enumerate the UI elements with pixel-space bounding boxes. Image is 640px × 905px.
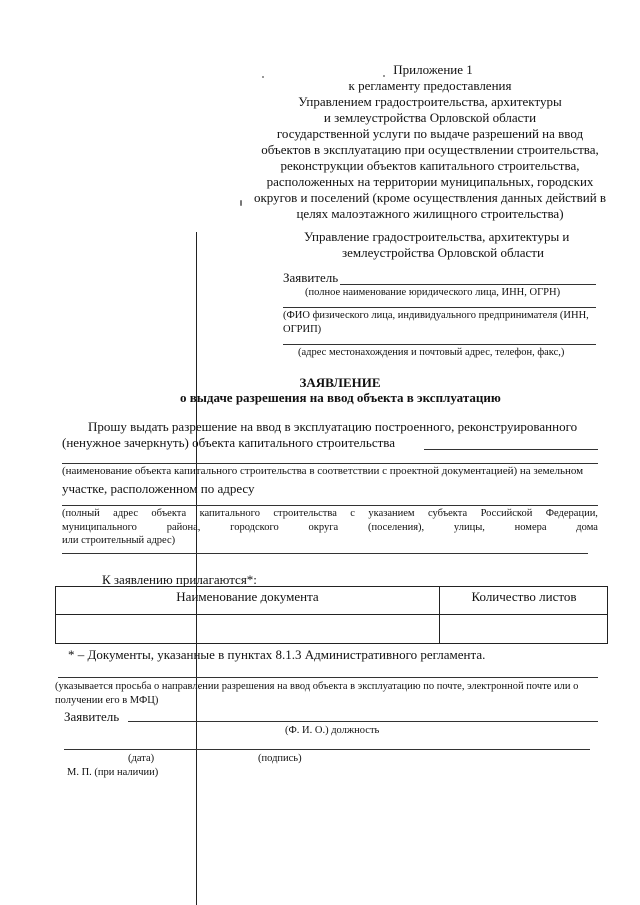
signature-name-hint: (Ф. И. О.) должность — [285, 725, 380, 736]
applicant-field-line[interactable] — [283, 344, 596, 345]
hint-word: с — [350, 508, 355, 519]
table-cell-sheets[interactable] — [440, 615, 607, 643]
attachments-table — [55, 586, 608, 644]
appendix-line: к регламенту предоставления — [348, 78, 512, 93]
delivery-hint: (указывается просьба о направлении разрешения на ввод объекта в эксплуатацию по почте, электронной почте или о — [55, 681, 579, 692]
appendix-line: целях малоэтажного жилищного строительства) — [296, 206, 564, 221]
delivery-hint: получении его в МФЦ) — [55, 695, 159, 706]
hint-word: объекта — [151, 508, 187, 519]
applicant-label: Заявитель — [283, 270, 339, 285]
appendix-line: объектов в эксплуатацию при осуществлении строительства, — [261, 142, 599, 157]
address-hint: или строительный адрес) — [62, 535, 176, 546]
scan-artifact-line — [196, 232, 197, 905]
hint-word: (полный — [62, 508, 100, 519]
table-cell-name[interactable] — [56, 615, 438, 643]
object-hint: (наименование объекта капитального строительства в соответствии с проектной документацией) на земельном — [62, 465, 584, 477]
attachments-footnote: * – Документы, указанные в пунктах 8.1.3 Административного регламента. — [68, 647, 486, 662]
hint-word: дома — [576, 522, 598, 533]
hint-word: муниципального — [62, 522, 137, 533]
hint-word: Федерации, — [545, 508, 598, 519]
statement-subtitle: о выдаче разрешения на ввод объекта в эксплуатацию — [180, 390, 501, 405]
hint-word: (поселения), — [367, 522, 425, 533]
hint-word: округа — [308, 522, 339, 533]
hint-word: адрес — [113, 508, 139, 519]
hint-word: субъекта — [428, 508, 468, 519]
recipient-line: землеустройства Орловской области — [342, 245, 544, 260]
hint-word: строительства — [273, 508, 337, 519]
appendix-line: реконструкции объектов капитального строительства, — [280, 158, 580, 173]
signature-name-line[interactable] — [128, 721, 598, 722]
applicant-field-line[interactable] — [283, 307, 596, 308]
address-field-line[interactable] — [62, 553, 588, 554]
applicant-legal-hint: (полное наименование юридического лица, ИНН, ОГРН) — [305, 287, 561, 298]
plot-line: участке, расположенном по адресу — [62, 481, 255, 496]
attachments-intro: К заявлению прилагаются*: — [102, 572, 257, 587]
signature-date-hint: (дата) — [128, 753, 155, 764]
statement-title: ЗАЯВЛЕНИЕ — [299, 375, 381, 390]
signature-sign-hint: (подпись) — [258, 753, 302, 764]
appendix-line: расположенных на территории муниципальных, городских — [266, 174, 594, 189]
hint-word: района, — [166, 522, 201, 533]
applicant-individual-hint: (ФИО физического лица, индивидуального предпринимателя (ИНН, — [283, 310, 589, 321]
request-line: (ненужное зачеркнуть) объекта капитального строительства — [62, 435, 396, 450]
request-line: Прошу выдать разрешение на ввод в эксплуатацию построенного, реконструированного — [88, 419, 578, 434]
address-field-line[interactable] — [62, 505, 598, 506]
delivery-field-line[interactable] — [58, 677, 598, 678]
appendix-line: и землеустройства Орловской области — [323, 110, 537, 125]
hint-word: номера — [514, 522, 547, 533]
signature-date-line[interactable] — [64, 749, 590, 750]
hint-word: городского — [230, 522, 279, 533]
address-hint-row — [62, 508, 598, 519]
appendix-title: Приложение 1 — [393, 62, 473, 77]
appendix-line: государственной услуги по выдаче разрешений на ввод — [276, 126, 584, 141]
col-header-sheets: Количество листов — [471, 589, 577, 604]
appendix-line: Управлением градостроительства, архитектуры — [298, 94, 562, 109]
address-hint-row — [62, 522, 598, 533]
hint-word: Российской — [480, 508, 533, 519]
col-header-name: Наименование документа — [176, 589, 319, 604]
object-field-line[interactable] — [62, 463, 598, 464]
hint-word: капитального — [199, 508, 260, 519]
applicant-individual-hint: ОГРИП) — [283, 324, 322, 335]
signature-label: Заявитель — [64, 709, 120, 724]
recipient-line: Управление градостроительства, архитектуры и — [304, 229, 570, 244]
hint-word: указанием — [368, 508, 415, 519]
applicant-address-hint: (адрес местонахождения и почтовый адрес, телефон, факс,) — [298, 347, 565, 358]
applicant-field-line[interactable] — [340, 284, 596, 285]
appendix-line: округов и поселений (кроме осуществления данных действий в — [253, 190, 607, 205]
stamp-label: М. П. (при наличии) — [67, 767, 159, 778]
hint-word: улицы, — [453, 522, 485, 533]
object-field-line[interactable] — [424, 449, 598, 450]
